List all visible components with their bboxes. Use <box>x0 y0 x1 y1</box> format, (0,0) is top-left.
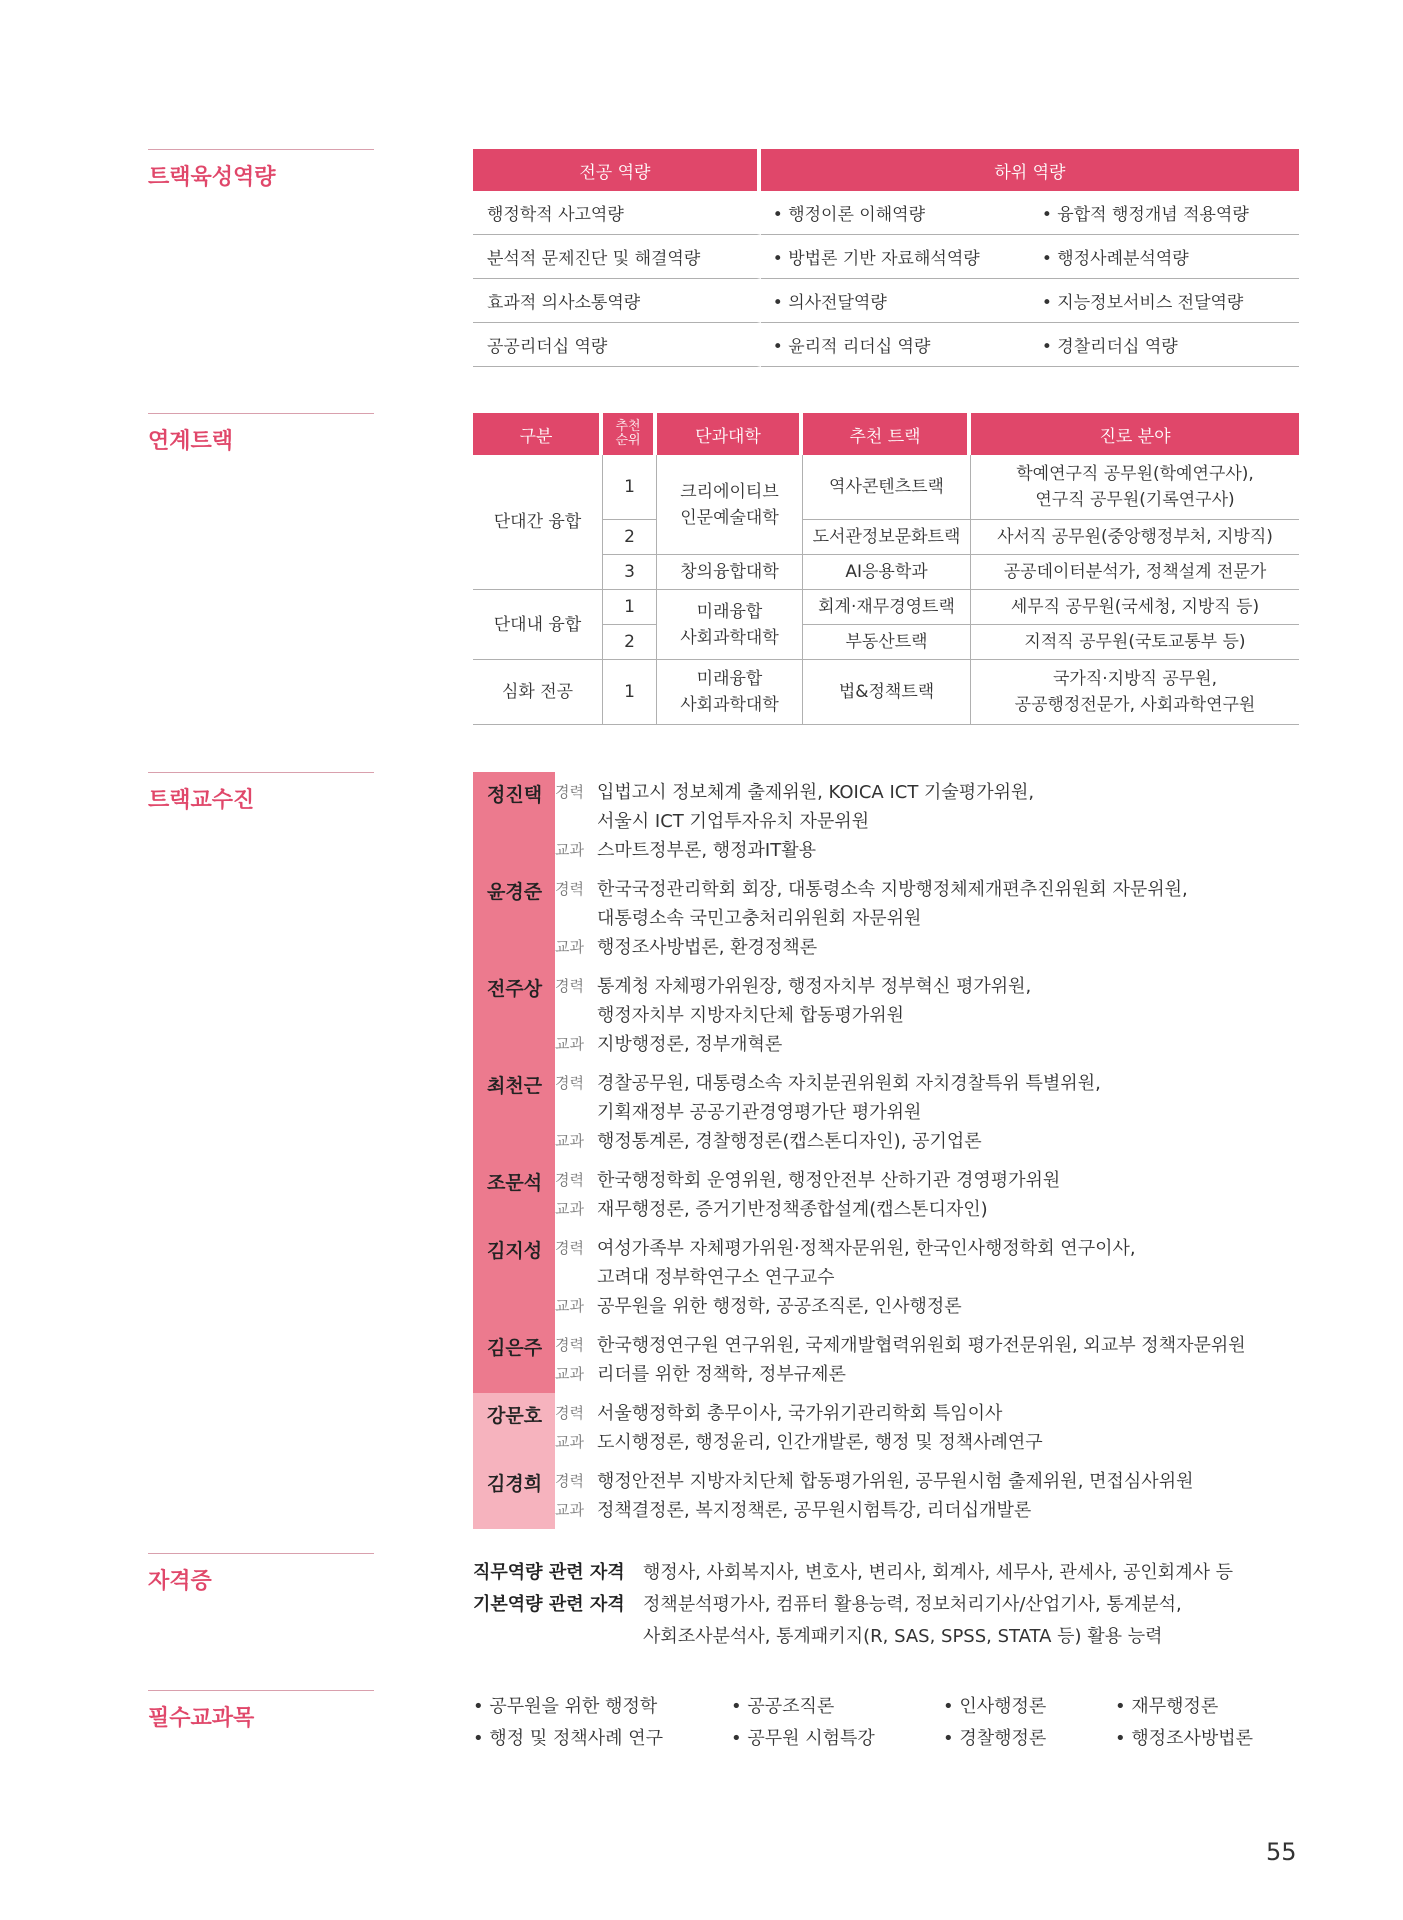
track-cell: 부동산트랙 <box>803 625 971 660</box>
course-text: 지방행정론, 정부개혁론 <box>597 1034 783 1055</box>
required-course: • 공공조직론 <box>731 1696 835 1717</box>
course-text: 스마트정부론, 행정과IT활용 <box>597 840 817 861</box>
rank-cell: 1 <box>603 455 657 520</box>
course-line <box>555 933 1188 962</box>
career-line <box>555 1399 1043 1428</box>
competency-table <box>473 149 1299 367</box>
course-text: 도시행정론, 행정윤리, 인간개발론, 행정 및 정책사례연구 <box>597 1432 1043 1453</box>
faculty-member <box>473 1160 1313 1228</box>
faculty-member <box>473 772 1313 869</box>
cert-basic-value: 정책분석평가사, 컴퓨터 활용능력, 정보처리기사/산업기사, 통계분석, <box>643 1594 1182 1615</box>
career-line: 국가직·지방직 공무원, <box>1052 669 1217 689</box>
college-line: 인문예술대학 <box>680 507 779 528</box>
career-tag: 경력 <box>555 977 584 995</box>
course-line <box>555 1030 1031 1059</box>
career-cell: 지적직 공무원(국토교통부 등) <box>971 625 1299 660</box>
section-title-certificates: 자격증 <box>148 1553 374 1595</box>
cert-job-value: 행정사, 사회복지사, 변호사, 변리사, 회계사, 세무사, 관세사, 공인회계사 등 <box>643 1562 1234 1583</box>
career-text: 입법고시 정보체계 출제위원, KOICA ICT 기술평가위원, <box>597 782 1035 803</box>
sub-competency: • 융합적 행정개념 적용역량 <box>1030 191 1299 235</box>
header-major-competency: 전공 역량 <box>473 149 761 191</box>
cert-row-basic-cont <box>473 1621 1233 1653</box>
career-text: 기획재정부 공공기관경영평가단 평가위원 <box>597 1102 922 1123</box>
page-number: 55 <box>1266 1838 1297 1866</box>
course-tag: 교과 <box>555 1297 584 1315</box>
faculty-name: 김은주 <box>473 1325 555 1393</box>
career-line <box>555 904 1188 933</box>
track-cell: AI응용학과 <box>803 555 971 590</box>
faculty-name: 김지성 <box>473 1228 555 1325</box>
table-row <box>473 590 1299 625</box>
career-text: 서울시 ICT 기업투자유치 자문위원 <box>597 811 870 832</box>
course-text: 행정조사방법론, 환경정책론 <box>597 937 818 958</box>
type-cell: 단대간 융합 <box>473 455 603 590</box>
career-text: 행정안전부 지방자치단체 합동평가위원, 공무원시험 출제위원, 면접심사위원 <box>597 1471 1194 1492</box>
track-cell: 역사콘텐츠트랙 <box>803 455 971 520</box>
table-row <box>473 323 1299 367</box>
required-row <box>473 1691 1253 1723</box>
major-competency: 행정학적 사고역량 <box>473 191 761 235</box>
required-courses <box>473 1691 1253 1755</box>
course-line <box>555 1496 1193 1525</box>
career-cell: 세무직 공무원(국세청, 지방직 등) <box>971 590 1299 625</box>
track-cell: 법&정책트랙 <box>803 660 971 725</box>
faculty-details <box>555 1461 1193 1529</box>
faculty-name: 최천근 <box>473 1063 555 1160</box>
course-tag: 교과 <box>555 1035 584 1053</box>
career-text: 대통령소속 국민고충처리위원회 자문위원 <box>597 908 922 929</box>
college-cell <box>657 590 803 660</box>
header-rank-line2: 순위 <box>615 433 641 448</box>
required-course: • 공무원을 위한 행정학 <box>473 1696 658 1717</box>
sub-competency: • 윤리적 리더십 역량 <box>761 323 1030 367</box>
college-line: 사회과학대학 <box>680 627 779 648</box>
college-cell <box>657 455 803 555</box>
course-tag: 교과 <box>555 1200 584 1218</box>
major-competency: 공공리더십 역량 <box>473 323 761 367</box>
career-line: 공공행정전문가, 사회과학연구원 <box>1014 695 1256 715</box>
college-cell <box>657 660 803 725</box>
career-text: 경찰공무원, 대통령소속 자치분권위원회 자치경찰특위 특별위원, <box>597 1073 1101 1094</box>
required-course: • 인사행정론 <box>943 1696 1047 1717</box>
faculty-details <box>555 1325 1246 1393</box>
table-row <box>473 455 1299 520</box>
rank-cell: 3 <box>603 555 657 590</box>
major-competency: 효과적 의사소통역량 <box>473 279 761 323</box>
career-tag: 경력 <box>555 880 584 898</box>
college-cell: 창의융합대학 <box>657 555 803 590</box>
header-rank-line1: 추천 <box>615 419 641 434</box>
career-cell: 사서직 공무원(중앙행정부처, 지방직) <box>971 520 1299 555</box>
sub-competency: • 행정사례분석역량 <box>1030 235 1299 279</box>
required-course: • 재무행정론 <box>1115 1696 1219 1717</box>
career-line <box>555 1234 1136 1263</box>
required-course: • 행정조사방법론 <box>1115 1728 1254 1749</box>
college-line: 크리에이티브 <box>680 481 779 502</box>
course-tag: 교과 <box>555 1132 584 1150</box>
table-row <box>473 279 1299 323</box>
course-line <box>555 1127 1101 1156</box>
career-tag: 경력 <box>555 1472 584 1490</box>
career-tag: 경력 <box>555 1404 584 1422</box>
rank-cell: 1 <box>603 590 657 625</box>
career-line: 학예연구직 공무원(학예연구사), <box>1016 464 1254 484</box>
career-tag: 경력 <box>555 783 584 801</box>
cert-row-basic <box>473 1589 1233 1621</box>
section-title-linked-track: 연계트랙 <box>148 413 374 455</box>
course-text: 재무행정론, 증거기반정책종합설계(캡스톤디자인) <box>597 1199 988 1220</box>
career-line <box>555 1166 1060 1195</box>
faculty-details <box>555 966 1031 1063</box>
header-rank <box>603 413 657 455</box>
course-text: 행정통계론, 경찰행정론(캡스톤디자인), 공기업론 <box>597 1131 982 1152</box>
section-title-faculty: 트랙교수진 <box>148 772 374 814</box>
faculty-name: 김경희 <box>473 1461 555 1529</box>
required-row <box>473 1723 1253 1755</box>
sub-competency: • 지능정보서비스 전달역량 <box>1030 279 1299 323</box>
faculty-member <box>473 1393 1313 1461</box>
faculty-details <box>555 1393 1043 1461</box>
major-competency: 분석적 문제진단 및 해결역량 <box>473 235 761 279</box>
course-text: 정책결정론, 복지정책론, 공무원시험특강, 리더십개발론 <box>597 1500 1032 1521</box>
track-cell: 회계·재무경영트랙 <box>803 590 971 625</box>
college-line: 사회과학대학 <box>680 695 779 715</box>
table-row <box>473 235 1299 279</box>
sub-competency: • 경찰리더십 역량 <box>1030 323 1299 367</box>
required-course: • 경찰행정론 <box>943 1728 1047 1749</box>
faculty-name: 전주상 <box>473 966 555 1063</box>
header-college: 단과대학 <box>657 413 803 455</box>
course-tag: 교과 <box>555 1501 584 1519</box>
section-title-required-courses: 필수교과목 <box>148 1690 374 1732</box>
career-line <box>555 972 1031 1001</box>
header-type: 구분 <box>473 413 603 455</box>
faculty-details <box>555 869 1188 966</box>
career-line <box>555 875 1188 904</box>
rank-cell: 2 <box>603 520 657 555</box>
faculty-details <box>555 1063 1101 1160</box>
career-cell: 공공데이터분석가, 정책설계 전문가 <box>971 555 1299 590</box>
course-tag: 교과 <box>555 938 584 956</box>
linked-track-table <box>473 413 1299 725</box>
career-line <box>555 1263 1136 1292</box>
faculty-details <box>555 772 1034 869</box>
career-line <box>555 807 1034 836</box>
college-line: 미래융합 <box>696 601 763 622</box>
course-text: 리더를 위한 정책학, 정부규제론 <box>597 1364 846 1385</box>
career-line <box>555 1001 1031 1030</box>
college-line: 미래융합 <box>696 669 763 689</box>
track-cell: 도서관정보문화트랙 <box>803 520 971 555</box>
course-text: 공무원을 위한 행정학, 공공조직론, 인사행정론 <box>597 1296 962 1317</box>
type-cell: 심화 전공 <box>473 660 603 725</box>
cert-row-job <box>473 1557 1233 1589</box>
linked-header-row <box>473 413 1299 455</box>
section-title-competency: 트랙육성역량 <box>148 149 374 191</box>
career-text: 여성가족부 자체평가위원·정책자문위원, 한국인사행정학회 연구이사, <box>597 1238 1136 1259</box>
career-cell <box>971 660 1299 725</box>
table-row <box>473 191 1299 235</box>
faculty-details <box>555 1228 1136 1325</box>
career-line: 연구직 공무원(기록연구사) <box>1035 490 1235 510</box>
faculty-name: 정진택 <box>473 772 555 869</box>
faculty-member <box>473 1325 1313 1393</box>
sub-competency: • 행정이론 이해역량 <box>761 191 1030 235</box>
faculty-name: 강문호 <box>473 1393 555 1461</box>
faculty-member <box>473 1063 1313 1160</box>
career-tag: 경력 <box>555 1336 584 1354</box>
career-text: 서울행정학회 총무이사, 국가위기관리학회 특임이사 <box>597 1403 1003 1424</box>
certificates <box>473 1557 1233 1653</box>
career-text: 한국행정연구원 연구위원, 국제개발협력위원회 평가전문위원, 외교부 정책자문위원 <box>597 1335 1246 1356</box>
table-row <box>473 660 1299 725</box>
cert-basic-label: 기본역량 관련 자격 <box>473 1594 625 1615</box>
type-cell: 단대내 융합 <box>473 590 603 660</box>
course-tag: 교과 <box>555 1433 584 1451</box>
course-line <box>555 1360 1246 1389</box>
career-tag: 경력 <box>555 1171 584 1189</box>
faculty-member <box>473 1461 1313 1529</box>
rank-cell: 2 <box>603 625 657 660</box>
course-line <box>555 836 1034 865</box>
career-tag: 경력 <box>555 1074 584 1092</box>
career-text: 한국국정관리학회 회장, 대통령소속 지방행정체제개편추진위원회 자문위원, <box>597 879 1188 900</box>
career-line <box>555 1098 1101 1127</box>
required-course: • 행정 및 정책사례 연구 <box>473 1728 663 1749</box>
career-line <box>555 778 1034 807</box>
career-cell <box>971 455 1299 520</box>
career-line <box>555 1331 1246 1360</box>
cert-job-label: 직무역량 관련 자격 <box>473 1562 625 1583</box>
career-line <box>555 1069 1101 1098</box>
career-text: 통계청 자체평가위원장, 행정자치부 정부혁신 평가위원, <box>597 976 1032 997</box>
faculty-member <box>473 1228 1313 1325</box>
faculty-name: 조문석 <box>473 1160 555 1228</box>
faculty-member <box>473 869 1313 966</box>
required-course: • 공무원 시험특강 <box>731 1728 875 1749</box>
header-career: 진로 분야 <box>971 413 1299 455</box>
career-text: 한국행정학회 운영위원, 행정안전부 산하기관 경영평가위원 <box>597 1170 1061 1191</box>
course-tag: 교과 <box>555 1365 584 1383</box>
career-text: 행정자치부 지방자치단체 합동평가위원 <box>597 1005 905 1026</box>
course-line <box>555 1428 1043 1457</box>
course-line <box>555 1292 1136 1321</box>
sub-competency: • 의사전달역량 <box>761 279 1030 323</box>
header-track: 추천 트랙 <box>803 413 971 455</box>
faculty-list <box>473 772 1313 1529</box>
faculty-details <box>555 1160 1060 1228</box>
sub-competency: • 방법론 기반 자료해석역량 <box>761 235 1030 279</box>
header-sub-competency: 하위 역량 <box>761 149 1299 191</box>
rank-cell: 1 <box>603 660 657 725</box>
course-tag: 교과 <box>555 841 584 859</box>
career-line <box>555 1467 1193 1496</box>
competency-header-row <box>473 149 1299 191</box>
faculty-member <box>473 966 1313 1063</box>
career-text: 고려대 정부학연구소 연구교수 <box>597 1267 835 1288</box>
faculty-name: 윤경준 <box>473 869 555 966</box>
career-tag: 경력 <box>555 1239 584 1257</box>
course-line <box>555 1195 1060 1224</box>
cert-basic-value-cont: 사회조사분석사, 통계패키지(R, SAS, SPSS, STATA 등) 활용 능력 <box>643 1626 1163 1647</box>
